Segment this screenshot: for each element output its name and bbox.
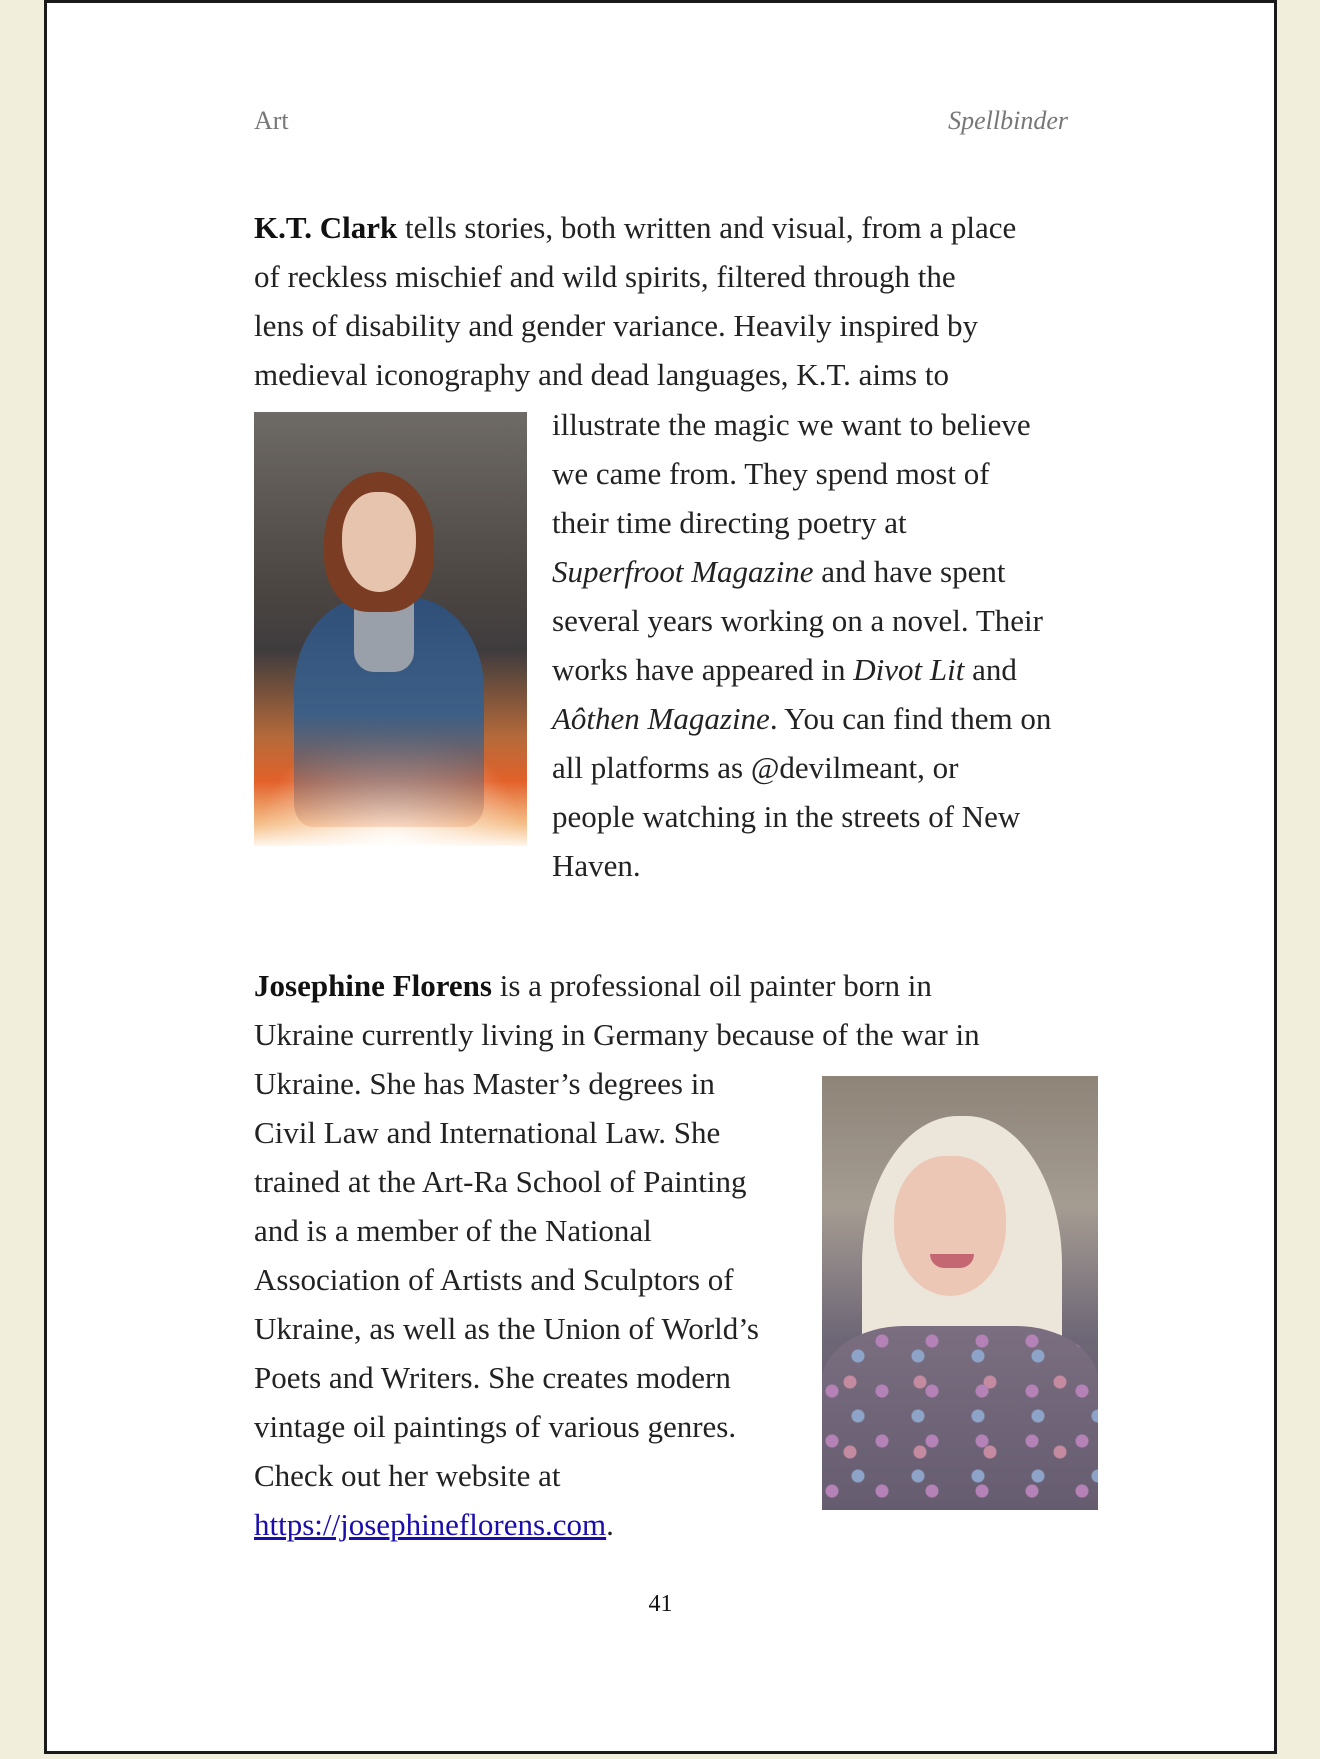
bio-line: Josephine Florens is a professional oil painter born in xyxy=(254,968,932,1003)
bio-line: works have appeared in Divot Lit and xyxy=(552,652,1017,687)
bio-josephine-florens-top xyxy=(254,961,980,1059)
bio-line: Haven. xyxy=(552,848,641,883)
author-name: Josephine Florens xyxy=(254,968,492,1003)
bio-line: Check out her website at xyxy=(254,1458,561,1493)
publication-title: Divot Lit xyxy=(853,652,965,687)
bio-line: illustrate the magic we want to believe xyxy=(552,407,1031,442)
bio-line: Civil Law and International Law. She xyxy=(254,1115,721,1150)
bio-line: Ukraine. She has Master’s degrees in xyxy=(254,1066,715,1101)
photo-blouse xyxy=(822,1326,1098,1510)
bio-line: Poets and Writers. She creates modern xyxy=(254,1360,731,1395)
bio-line: trained at the Art-Ra School of Painting xyxy=(254,1164,747,1199)
bio-line: and is a member of the National xyxy=(254,1213,652,1248)
bio-josephine-florens-side xyxy=(254,1059,759,1549)
bio-line: Association of Artists and Sculptors of xyxy=(254,1262,734,1297)
page-number: 41 xyxy=(648,1591,673,1617)
bio-line: people watching in the streets of New xyxy=(552,799,1021,834)
bio-line: medieval iconography and dead languages, K.T. aims to xyxy=(254,357,949,392)
running-header-title: Spellbinder xyxy=(948,106,1068,135)
bio-line: https://josephineflorens.com. xyxy=(254,1507,614,1542)
bio-line: of reckless mischief and wild spirits, filtered through the xyxy=(254,259,956,294)
bio-kt-clark-side xyxy=(552,400,1051,890)
author-name: K.T. Clark xyxy=(254,210,398,245)
photo-face xyxy=(342,492,416,592)
publication-title: Aôthen Magazine xyxy=(552,701,770,736)
bio-line: K.T. Clark tells stories, both written and visual, from a place xyxy=(254,210,1017,245)
page xyxy=(44,0,1277,1754)
bio-line: Ukraine, as well as the Union of World’s xyxy=(254,1311,759,1346)
bio-line: several years working on a novel. Their xyxy=(552,603,1043,638)
bio-line: Ukraine currently living in Germany because of the war in xyxy=(254,1017,980,1052)
bio-line: Superfroot Magazine and have spent xyxy=(552,554,1006,589)
photo-face xyxy=(894,1156,1006,1296)
author-photo-kt-clark xyxy=(254,412,527,846)
bio-line: lens of disability and gender variance. Heavily inspired by xyxy=(254,308,978,343)
author-photo-josephine-florens xyxy=(822,1076,1098,1510)
bio-line: we came from. They spend most of xyxy=(552,456,990,491)
bio-line: Aôthen Magazine. You can find them on xyxy=(552,701,1052,736)
bio-line: vintage oil paintings of various genres. xyxy=(254,1409,737,1444)
running-header-section: Art xyxy=(254,106,289,135)
bio-kt-clark-top xyxy=(254,203,1016,399)
publication-title: Superfroot Magazine xyxy=(552,554,814,589)
bio-line: their time directing poetry at xyxy=(552,505,907,540)
website-link[interactable]: https://josephineflorens.com xyxy=(254,1507,607,1542)
bio-line: all platforms as @devilmeant, or xyxy=(552,750,959,785)
